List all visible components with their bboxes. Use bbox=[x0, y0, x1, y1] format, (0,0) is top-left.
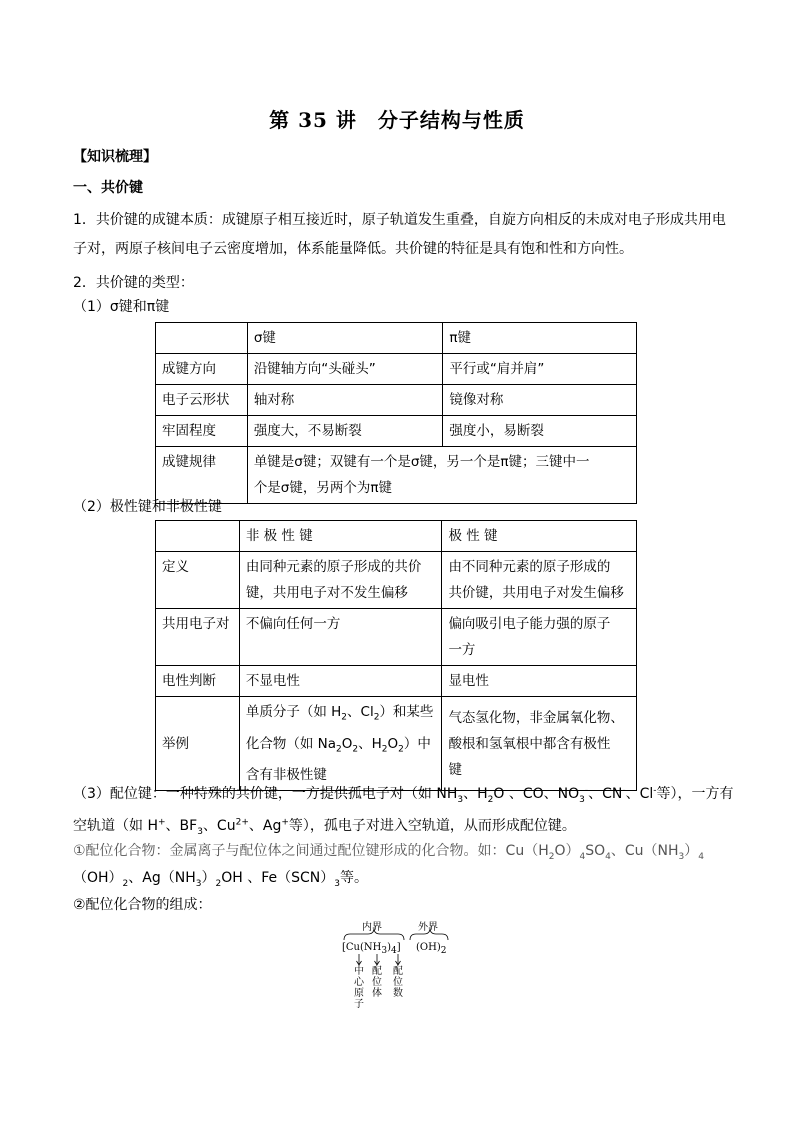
superscript: - bbox=[622, 785, 626, 796]
section-tag: 【知识梳理】 bbox=[73, 149, 157, 165]
brace-lines bbox=[340, 928, 460, 942]
cell-line: 由同种元素的原子形成的共价 bbox=[245, 559, 422, 575]
subscript: 4 bbox=[605, 851, 611, 862]
table-row bbox=[156, 521, 637, 552]
text: 等），一方有 bbox=[656, 786, 734, 802]
page-title: 第 35 讲 分子结构与性质 bbox=[269, 108, 525, 132]
table-cell: 牢固程度 bbox=[156, 416, 248, 447]
superscript: + bbox=[281, 817, 289, 828]
cell-line: 酸根和氢氧根中都含有极性 bbox=[448, 735, 611, 752]
char: 数 bbox=[393, 988, 403, 999]
coordination-bond-line-2 bbox=[73, 815, 576, 837]
text: O 、CO、NO bbox=[493, 786, 580, 802]
table-cell: 强度小，易断裂 bbox=[443, 416, 637, 447]
text: ） bbox=[684, 843, 699, 859]
cell-line: 键，共用电子对不发生偏移 bbox=[245, 585, 408, 601]
text: 、H bbox=[463, 786, 488, 802]
subscript: 3 bbox=[195, 878, 202, 889]
paragraph-2: 2．共价键的类型： bbox=[73, 275, 194, 291]
subscript: 4 bbox=[698, 851, 704, 862]
char: 位 bbox=[372, 977, 382, 988]
char: 原 bbox=[354, 988, 364, 999]
table-cell bbox=[156, 323, 248, 354]
outer-sphere-label: 外界 bbox=[418, 922, 438, 933]
table-cell: 举例 bbox=[156, 697, 240, 791]
text: O bbox=[387, 735, 399, 752]
text: 、Cl bbox=[347, 704, 374, 720]
table-cell-rule bbox=[247, 447, 636, 504]
subscript: 2 bbox=[548, 851, 555, 862]
table-header: π键 bbox=[443, 323, 637, 354]
table-cell: 平行或“肩并肩” bbox=[443, 354, 637, 385]
superscript: + bbox=[157, 817, 166, 828]
table-row bbox=[156, 697, 637, 791]
text: 等。 bbox=[340, 870, 368, 886]
text: 、CN bbox=[588, 786, 623, 802]
subscript: 2 bbox=[373, 712, 380, 723]
subscript: 3 bbox=[457, 794, 464, 805]
rule-line-2: 个是σ键，另两个为π键 bbox=[253, 480, 392, 496]
table-cell: 不显电性 bbox=[239, 666, 442, 697]
subheading-sigma-pi: （1）σ键和π键 bbox=[73, 299, 170, 315]
subscript: 2 bbox=[341, 712, 348, 723]
subscript: 3 bbox=[678, 851, 685, 862]
table-cell: 强度大，不易断裂 bbox=[247, 416, 443, 447]
text: 单质分子（如 H bbox=[245, 704, 342, 720]
table-header: σ键 bbox=[247, 323, 443, 354]
subscript: 3 bbox=[381, 946, 388, 956]
text: 等），孤电子对进入空轨道，从而形成配位键。 bbox=[288, 818, 576, 834]
cell-line: 气态氢化物，非金属氧化物、 bbox=[448, 709, 624, 726]
table-cell: 电子云形状 bbox=[156, 385, 248, 416]
subscript: 3 bbox=[579, 794, 585, 805]
text: OH 、Fe（SCN） bbox=[221, 870, 335, 886]
table-cell bbox=[239, 697, 442, 791]
inner-sphere-label: 内界 bbox=[362, 922, 382, 933]
table-cell: 镜像对称 bbox=[443, 385, 637, 416]
table-cell: 沿键轴方向“头碰头” bbox=[247, 354, 443, 385]
cell-line bbox=[246, 731, 436, 763]
text: （3）配位键：一种特殊的共价键，一方提供孤电子对（如 NH bbox=[73, 786, 458, 802]
text: O bbox=[341, 735, 353, 752]
char: 子 bbox=[354, 999, 364, 1010]
char: 体 bbox=[372, 988, 382, 999]
table-row bbox=[156, 385, 637, 416]
table-cell bbox=[442, 609, 637, 666]
text: ) bbox=[387, 942, 392, 953]
table-cell: 不偏向任何一方 bbox=[239, 609, 442, 666]
coordination-number-label bbox=[392, 966, 404, 999]
text: ）和某些 bbox=[379, 704, 434, 720]
table-cell: 轴对称 bbox=[247, 385, 443, 416]
subscript: 3 bbox=[334, 878, 340, 889]
char: 中 bbox=[354, 966, 364, 977]
table-row bbox=[156, 323, 637, 354]
cell-line: 由不同种元素的原子形成的 bbox=[448, 559, 611, 575]
coordination-compound-line-2 bbox=[73, 867, 368, 889]
arrows bbox=[340, 954, 460, 966]
table-row bbox=[156, 416, 637, 447]
cell-line: 键 bbox=[448, 761, 462, 778]
table-header: 极 性 键 bbox=[442, 521, 637, 552]
text: 、H bbox=[358, 735, 382, 752]
char: 配 bbox=[372, 966, 382, 977]
subscript: 2 bbox=[440, 946, 447, 956]
char: 位 bbox=[393, 977, 403, 988]
text: 化合物（如 Na bbox=[245, 735, 336, 752]
superscript: 2+ bbox=[235, 817, 249, 828]
table-cell bbox=[442, 552, 637, 609]
text: 空轨道（如 H bbox=[73, 818, 158, 834]
text: 、Ag（NH bbox=[128, 870, 196, 886]
central-atom-label bbox=[353, 966, 365, 1010]
table-row bbox=[156, 552, 637, 609]
text: 、Cu bbox=[202, 818, 236, 834]
text: (OH) bbox=[416, 942, 441, 953]
coordination-bond-line-1 bbox=[73, 783, 734, 805]
polar-bond-table bbox=[155, 520, 637, 791]
subscript: 4 bbox=[391, 946, 397, 956]
table-cell bbox=[442, 697, 637, 791]
text: ①配位化合物：金属离子与配位体之间通过配位键形成的化合物。如：Cu（H bbox=[73, 843, 549, 859]
cell-line: 共价键，共用电子对发生偏移 bbox=[448, 585, 624, 601]
ligand-label bbox=[371, 966, 383, 999]
composition-diagram bbox=[340, 918, 460, 1018]
table-cell bbox=[156, 521, 240, 552]
text: （OH） bbox=[73, 870, 123, 886]
text: 、Cu（NH bbox=[610, 843, 679, 859]
text: 、BF bbox=[165, 818, 198, 834]
table-cell: 共用电子对 bbox=[156, 609, 240, 666]
table-cell: 电性判断 bbox=[156, 666, 240, 697]
paragraph-1-line-2: 子对，两原子核间电子云密度增加，体系能量降低。共价键的特征是具有饱和性和方向性。 bbox=[73, 241, 633, 257]
superscript: - bbox=[653, 785, 657, 796]
subscript: 2 bbox=[398, 744, 404, 755]
char: 配 bbox=[393, 966, 403, 977]
rule-line-1: 单键是σ键；双键有一个是σ键，另一个是π键；三键中一 bbox=[253, 454, 590, 470]
text: SO bbox=[585, 843, 606, 859]
cell-line bbox=[246, 699, 436, 731]
composition-heading: ②配位化合物的组成： bbox=[73, 897, 212, 913]
char: 心 bbox=[354, 977, 364, 988]
cell-line: 含有非极性键 bbox=[245, 767, 327, 784]
table-cell: 成键方向 bbox=[156, 354, 248, 385]
cell-line: 偏向吸引电子能力强的原子 bbox=[448, 616, 611, 632]
subscript: 4 bbox=[579, 851, 586, 862]
table-row bbox=[156, 354, 637, 385]
table-header: 非 极 性 键 bbox=[239, 521, 442, 552]
paragraph-1-line-1: 1．共价键的成键本质：成键原子相互接近时，原子轨道发生重叠，自旋方向相反的未成对电子形成共用电 bbox=[73, 212, 726, 228]
text: O） bbox=[554, 843, 580, 859]
table-row bbox=[156, 666, 637, 697]
heading-covalent-bond: 一、共价键 bbox=[73, 180, 143, 196]
text: ] bbox=[396, 942, 401, 953]
subheading-polar-nonpolar: （2）极性键和非极性键 bbox=[73, 499, 222, 515]
subscript: 2 bbox=[352, 744, 359, 755]
coordination-compound-line-1 bbox=[73, 840, 704, 862]
text: 、Cl bbox=[625, 786, 654, 802]
text: [Cu(NH bbox=[342, 942, 382, 953]
table-cell bbox=[239, 552, 442, 609]
cell-line: 一方 bbox=[448, 642, 476, 658]
table-cell: 成键规律 bbox=[156, 447, 248, 504]
text: 、Ag bbox=[248, 818, 282, 834]
text: ）中 bbox=[403, 735, 431, 752]
table-cell: 显电性 bbox=[442, 666, 637, 697]
table-row bbox=[156, 609, 637, 666]
subscript: 2 bbox=[487, 794, 494, 805]
sigma-pi-table bbox=[155, 322, 637, 504]
subscript: 2 bbox=[381, 744, 388, 755]
subscript: 2 bbox=[215, 878, 222, 889]
subscript: 3 bbox=[197, 826, 203, 837]
superscript: - bbox=[584, 785, 589, 796]
text: ） bbox=[201, 870, 216, 886]
subscript: 2 bbox=[336, 744, 342, 755]
table-row bbox=[156, 447, 637, 504]
subscript: 2 bbox=[122, 878, 129, 889]
table-cell: 定义 bbox=[156, 552, 240, 609]
